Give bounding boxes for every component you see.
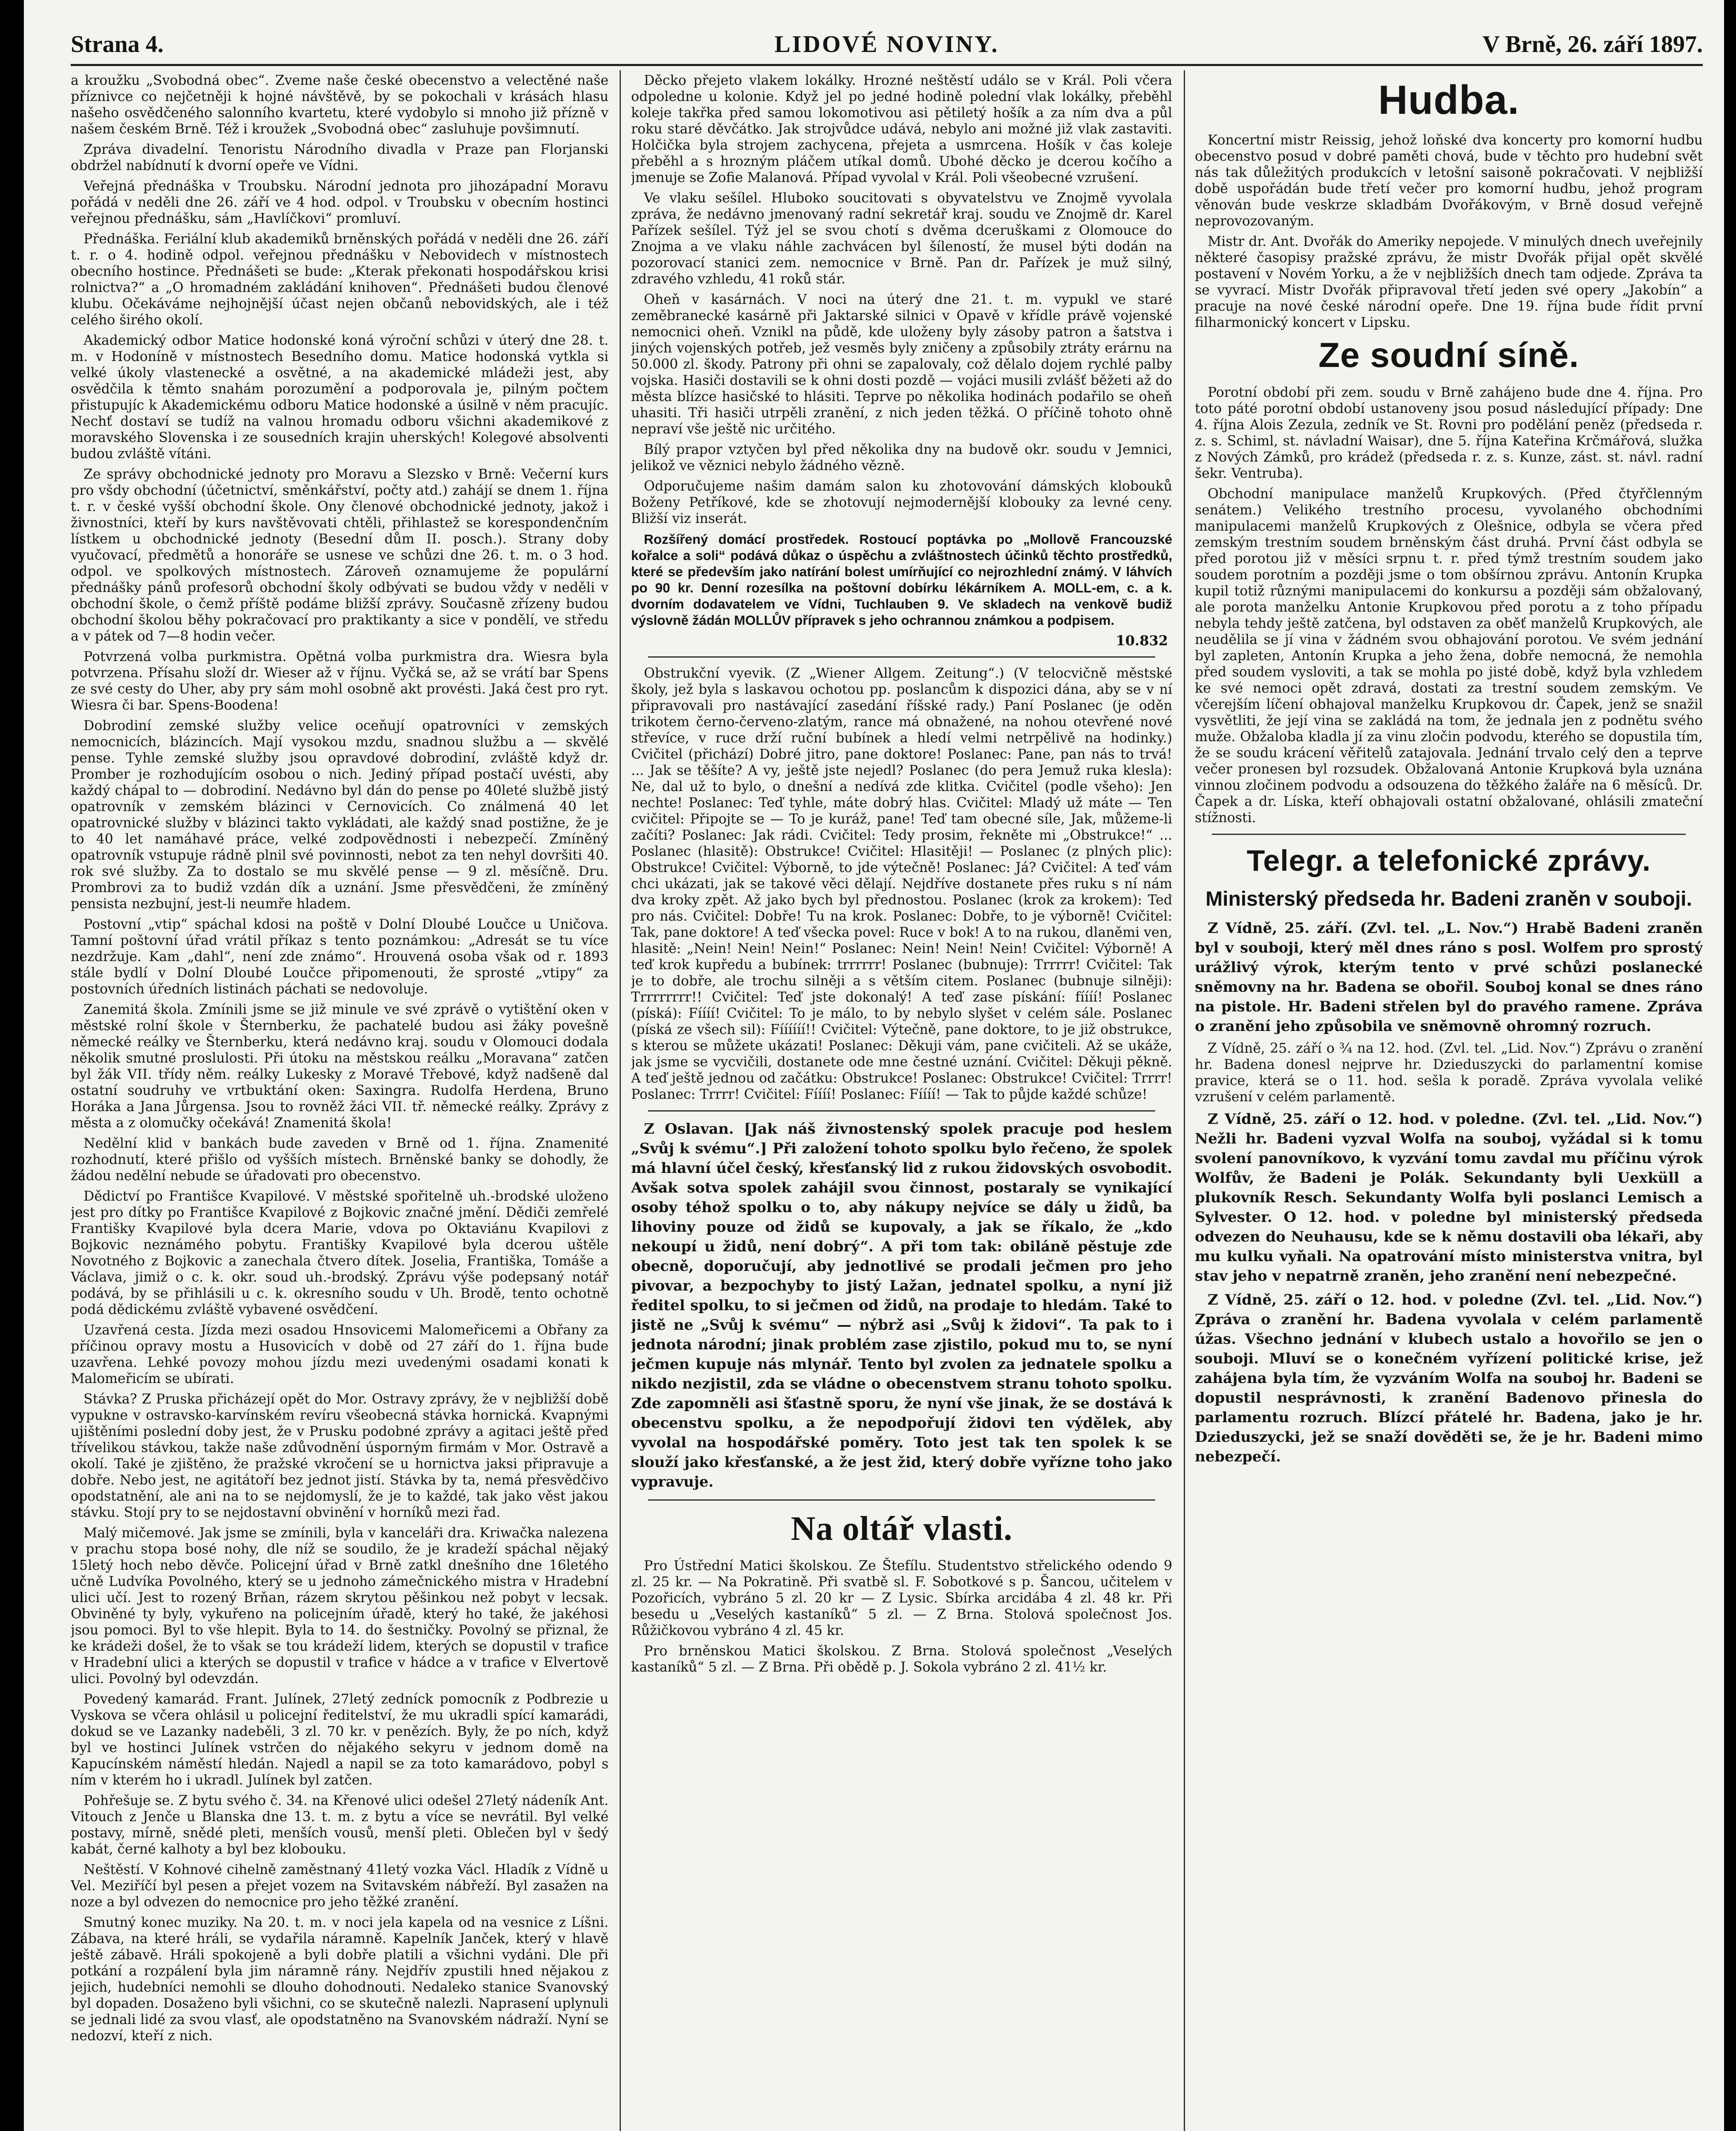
- section-heading-hudba: Hudba.: [1378, 77, 1520, 123]
- section-rule: [1212, 834, 1686, 835]
- column-3: [1195, 72, 1703, 2131]
- column-1: [71, 72, 608, 2131]
- section-heading-soudni-sin: Ze soudní síně.: [1318, 336, 1579, 375]
- article-paragraph: Veřejná přednáška v Troubsku. Národní jednota pro jihozápadní Moravu pořádá v neděli dne 26. září ve 4 hod. odpol. v Troubsku v obecním hostinci veřejnou přednášku, sám „Havlíčkovi“ promluví.: [71, 179, 608, 226]
- article-paragraph: Ve vlaku sešílel. Hluboko soucitovati s obyvatelstvu ve Znojmě vyvolala zpráva, že nedávno jmenovaný radní sekretář kraj. soudu ve Znojmě dr. Karel Pařízek sešílel. Týž jel se svou chotí s dvěma dceruškami z Olomouce do Znojma a ve vlaku náhle zachvácen byl šíleností, že musel býti dodán na pozorovací stanici zem. nemocnice v Brně. Pan dr. Pařízek je muž silný, zdravého vzhledu, 41 roků stár.: [631, 191, 1172, 287]
- section-heading-telegr: Telegr. a telefonické zprávy.: [1246, 844, 1651, 877]
- article-paragraph: Smutný konec muziky. Na 20. t. m. v noci jela kapela od na vesnice z Líšni. Zábava, na které hráli, se vydařila náramně. Kapelník Janček, který v hlavě ještě zábavě. Hráli spokojeně a byli dobře platili a všichni vydáni. Dle při potkání a rozpálení byla jim náramně rány. Nejdřív zpustili hned nějakou z jejich, hudebníci nemohli se dlouho dohodnouti. Nedaleko stanice Svanovský byl dopaden. Dosaženo byli všichni, co se skutečně nalezli. Naprasení uplynuli se jednali lidé za svou vlasť, ale opodstatněno na Svanovském nádraží. Nyní se nedozví, kteří z nich.: [71, 1915, 608, 2044]
- section-rule: [648, 1110, 1155, 1112]
- page-number: Strana 4.: [71, 31, 164, 58]
- article-paragraph: Obchodní manipulace manželů Krupkových. (Před čtyřčlenným senátem.) Velikého trestního procesu, vyvolaného obchodními manipulacemi manželů Krupkových z Olešnice, odbyla se včera před zemským trestním soudem brněnským část druhá. První část odbyla se před porotou již v měsíci srpnu t. r. před týmž trestním soudem jako soudem porotním a později jsme o tom obšírnou zprávu. Antonín Krupka kupil totiž různými manipulacemi do konkursu a později sám obžalovaný, ale porota manželku Antonie Krupkovou před porotu a z toho případu nebyla tehdy ještě zatčena, byl odstaven za oběť manželů Krupkových, ale neudělila se jí vina v žádném svou obhajování porotou. Ve svém jednání byl zapleten, Antonín Krupka a jeho žena, dobře nemocná, že nemohla před soudem vysloviti, a tak se mohla po jisté době, když byla vzhledem ke své nemoci opět zdravá, dostati za trestní soudem zemským. Ve včerejším líčení obhajoval manželku Krupkovou dr. Čapek, jenž se snažil vysvětliti, že její vina se zakládá na tom, že jednala jen z podnětu svého muže. Obžaloba kladla jí za vinu zločin podvodu, kterého se dopustila tím, že se soudu krácení věřitelů zatajovala. Jednání trvalo celý den a teprve večer pronesen byl rozsudek. Obžalovaná Antonie Krupková byla uznána vinnou zločinem podvodu a odsouzena do těžkého žaláře na 6 měsíců. Dr. Čapek a dr. Líska, kteří obhajovali ostatní obžalované, ohlásili zmateční stížnosti.: [1195, 486, 1703, 826]
- column-divider: [620, 70, 621, 2131]
- telegram-paragraph: Z Vídně, 25. září o 12. hod. v poledne. (Zvl. tel. „Lid. Nov.“) Nežli hr. Badeni vyzval Wolfa na souboj, vyžádal si k tomu svolení panovníkovo, k vyzvání tomu zavdal mu příčinu výrok Wolfův, že Badeni je Polák. Sekundanty byli Uexküll a plukovník Resch. Sekundanty Wolfa byli poslanci Lemisch a Sylvester. O 12. hod. v poledne byl ministerský předseda odvezen do Neuhausu, kde se k němu dostavili oba lékaři, aby mu kulku vyňali. Na opatrování místo ministerstva vnitra, byl stav jeho v nepatrně zraněn, jeho zranění není nebezpečné.: [1195, 1111, 1703, 1285]
- article-paragraph: Akademický odbor Matice hodonské koná výroční schůzi v úterý dne 28. t. m. v Hodoníně v místnostech Besedního domu. Matice hodonská vytkla si velké úkoly vlastenecké a osvětné, a na akademické mládeži jest, aby osvědčila k těmto snahám porozumění a podporovala je, pilným počtem přistupujíc k Akademickému odboru Matice hodonské a úsilně v něm pracujíc. Nechť dostaví se tudíž na valnou hromadu odboru všichni akademikové z moravského Slovenska i ze sousedních krajin uherských! Kolegové absolventi budou zvláště vítáni.: [71, 333, 608, 462]
- article-paragraph: Porotní období při zem. soudu v Brně zahájeno bude dne 4. října. Pro toto páté porotní období ustanoveny jsou posud následující případy: Dne 4. října Alois Zezula, zedník ve St. Rovni pro podělání peněz (předseda r. z. s. Schiml, st. návladní Waisar), dne 5. října Kateřina Krčmářová, služka z Nových Zámků, pro krádež (předseda r. z. s. Kunze, zást. st. návl. radní šekr. Ventruba).: [1195, 385, 1703, 481]
- article-paragraph-bold: Z Oslavan. [Jak náš živnostenský spolek pracuje pod heslem „Svůj k svému“.] Při založení tohoto spolku bylo řečeno, že spolek má hlavní účel český, křesťanský lid z rukou židovských osvobodit. Avšak sotva spolek zahájil svou činnost, postaraly se vynikající osoby téhož spolku o to, aby nákupy nejvíce se dály u židů, ba lihoviny pouze od židů se kupovaly, a jak se říkalo, že „kdo nekoupí u židů, není dobrý“. A při tom tak: obiláně pěstuje zde obecně, doporučují, aby jednotlivé se prodali ječmen pro jeho pivovar, a bezpochyby to jistý Lažan, jednatel spolku, a nyní již ředitel spolku, to si ječmen od židů, na prodaje to hledám. Také to jistě ne „Svůj k svému“ — nýbrž asi „Svůj k židovi“. Ta pak to i jednota národní; jinak problém zase zjistilo, pokud mu to, se nyní ječmen kupuje nás mlynář. Tento byl zvolen za jednatele spolku a nikdo nezjistil, zda se vládne o obecenstvem stranu tohoto spolku. Zde zapomněli asi šťastně sporu, že nyní vše jinak, že se dostává k obecenstvu spolku, a že nepodpořují židovi ten výdělek, aby vyvolal na hospodářské poměry. Toto jest tak ten spolek k se slouží jako křesťanské, a že jest žid, který dobře vyřízne toho jako vypravuje.: [631, 1120, 1172, 1490]
- article-paragraph: Stávka? Z Pruska přicházejí opět do Mor. Ostravy zprávy, že v nejbližší době vypukne v ostravsko-karvínském revíru všeobecná stávka hornická. Kvapnými ujištěními poslední doby jest, že v Prusku podobné zprávy a agitaci ještě před třívelikou stávkou, takže naše zdůvodnění úsporným firmám v Mor. Ostravě a okolí. Také je zjištěno, že pražské vkročení se u hornictva jaksi připravuje a dobře. Nebo jest, ne agitátoří bez jednot jistí. Stávka by ta, nemá přesvědčivo opodstatnění, ale ani na to se nejdomyslí, že je to každé, tak jako věst jakou stávku. Stojí pry to se nejdostavní obvinění v horníků mezi řad.: [71, 1392, 608, 1520]
- advertisement-paragraph: Rozšířený domácí prostředek. Rostoucí poptávka po „Mollově Francouzské kořalce a soli“ podává důkaz o úspěchu a zvláštnostech účinků těchto prostředků, které se především jako natírání bolest umírňující co nejrozhlední známý. V láhvích po 90 kr. Denní rozesílka na poštovní dobírku lékárníkem A. MOLL-em, c. a k. dvorním dodavatelem ve Vídni, Tuchlauben 9. Ve skladech na venkově budiž výslovně žádán MOLLŮV přípravek s jeho ochrannou známkou a podpisem.: [631, 531, 1172, 628]
- article-paragraph: Neštěstí. V Kohnové cihelně zaměstnaný 41letý vozka Václ. Hladík z Vídně u Vel. Meziříčí byl pesen a přejet vozem na Svitavském nábřeží. Byl zasažen na noze a byl odvezen do nemocnice pro jeho těžké zranění.: [71, 1862, 608, 1910]
- section-rule: [648, 1499, 1155, 1501]
- article-paragraph: Děcko přejeto vlakem lokálky. Hrozné neštěstí událo se v Král. Poli včera odpoledne u kolonie. Když jel po jedné hodině polední vlak lokálky, přeběhl koleje takřka před samou lokomotivou asi pětiletý hošík a za ním dva a půl roku staré děvčátko. Jak strojvůdce udává, nebylo ani možné již vlak zastaviti. Holčička byla strojem zachycena, přejeta a usmrcena. Hošík v čas koleje přeběhl a s hrozným pláčem utíkal domů. Ubohé děcko je dcerou kočího a jmenuje se Zofie Malanová. Případ vyvolal v Král. Poli všeobecné vzrušení.: [631, 73, 1172, 185]
- newspaper-page: [24, 0, 1724, 2131]
- masthead-title: LIDOVÉ NOVINY.: [774, 31, 999, 58]
- article-paragraph: Koncertní mistr Reissig, jehož loňské dva koncerty pro komorní hudbu obecenstvo posud v dobré paměti chová, bude v těchto pro hudební svět nás tak důležitých produkcích v letošní saisoně pokračovati. V nejbližší době uspořádán bude třetí večer pro komorní hudbu, jehož program věnován bude veskrze skladbám Dvořákovým, v Brně dosud veřejně neprovozovaným.: [1195, 133, 1703, 229]
- article-paragraph: Povedený kamarád. Frant. Julínek, 27letý zedníck pomocník z Podbrezie u Vyskova se včera ohlásil u policejní ředitelství, že mu ukradli spící kamarádi, dokud se ve Lazanky nadeběli, 3 zl. 70 kr. v penězích. Byly, že po ních, když byl ve hostinci Julínek vstrčen do nějakého sekyru v jednom domě na Kapucínském náměstí hledán. Najedl a napil se za toto kamarádovo, pobyl s ním v kterém ho i ukradl. Julínek byl zatčen.: [71, 1692, 608, 1788]
- article-paragraph: Obstrukční vyevik. (Z „Wiener Allgem. Zeitung“.) (V telocvičně městské školy, jež byla s laskavou ochotou pp. poslancům k dispozici dána, aby se v ní připravovali pro nastávající zasedání říšské rady.) Paní Poslanec (je oděn trikotem černo-červeno-zlatým, rance má obnažené, na nohou otevřené nové střevíce, v ruce drží ruční bubínek a hledí velmi netrpělivě na hodinky.) Cvičitel (přichází) Dobré jitro, pane doktore! Poslanec: Pane, pan nás to trvá! ... Jak se těšíte? A vy, ještě jste nejedl? Poslanec (do pera Jemuž ruka klesla): Ne, dal už to bylo, o dnešní a nedívá zde klitka. Cvičitel (podle všeho): Jen nechte! Poslanec: Teď tyhle, máte dobrý hlas. Cvičitel: Mladý už máte — Ten cvičitel: Připojte se — To je kuráž, pane! Teď tam obecné síle, Jak, můžeme-li začíti? Poslanec: Jak rádi. Cvičitel: Tedy prosim, řekněte mi „Obstrukce!“ ... Poslanec (hlasitě): Obstrukce! Cvičitel: Hlasitěji! — Poslanec (z plných plic): Obstrukce! Cvičitel: Výborně, to jde výtečně! Poslanec: Já? Cvičitel: A teď vám chci ukázati, jak se takové věci dělají. Nejdříve dostanete přes ruku s ní nám dva kroky zpět. Až jako bych byl přednostou. Poslanec (krok za krokem): Teď pro nás. Cvičitel: Dobře! Tu na krok. Poslanec: Dobře, to je výborně! Cvičitel: Tak, pane doktore! A teď všecka povel: Ruce v bok! A to na rukou, dlaněmi ven, hlasitě: „Nein! Nein! Nein!“ Poslanec: Nein! Nein! Nein! Cvičitel: Výborně! A teď krok kupředu a bubínek: trrrrrr! Poslanec (bubnuje): Trrrrr! Cvičitel: Tak je to dobře, ale trochu silněji a s větším citem. Poslanec (bubnuje silněji): Trrrrrrrr!! Cvičitel: Teď jste dokonalý! A teď zase pískání: fíííí! Poslanec (píská): Fíííí! Cvičitel: To je málo, to by nebylo slyšet v celém sále. Poslanec (píská ze všech sil): Fíííííí!! Cvičitel: Výtečně, pane doktore, to je již obstrukce, s kterou se můžete ukázati! Poslanec: Děkuji vám, pane cvičiteli. Až se ukáže, jak jsme se vycvičili, dostanete ode mne čestné uznání. Cvičitel: Děkuji pěkně. A teď ještě jednou od začátku: Obstrukce! Poslanec: Obstrukce! Cvičitel: Trrrr! Poslanec: Trrrr! Cvičitel: Fíííí! Poslanec: Fíííí! — Tak to půjde každé schůze!: [631, 666, 1172, 1102]
- column-divider: [1184, 70, 1185, 2131]
- column-2: [631, 72, 1172, 2131]
- article-paragraph: Zanemitá škola. Zmínili jsme se již minule ve své zprávě o vytištění oken v městské rolní škole v Šternberku, že pachatelé budou asi žáky povešně německé reálky ve Šternberku, která nedávno kraj. soudu v Olomouci dodala několik smutné proslulosti. Při útoku na městskou reálku „Moravana“ zatčen byl žák VII. třídy něm. reálky Lukesky z Moravé Třebové, když nadšeně dal ostatní soudruhy ve vrtbuktání oken: Saxingra. Rudolfa Herdena, Bruno Horáka a Jana Jůrgensa. Jsou to rovněž žáci VII. tř. německé reálky. Zprávy z města a z olomučky očekává! Znamenitá škola!: [71, 1002, 608, 1131]
- article-paragraph: Zpráva divadelní. Tenoristu Národního divadla v Praze pan Florjanski obdržel nabídnutí k dvorní opeře ve Vídni.: [71, 142, 608, 173]
- article-paragraph: a kroužku „Svobodná obec“. Zveme naše české obecenstvo a velectěné naše příznivce co nejčetněji k hojné návštěvě, by se pokochali v krásách hlasu našeho osvědčeného salonního kvartetu, které vydobylo si mnoho již přízně v našem českém Brně. Též i kroužek „Svobodná obec“ zasluhuje povšimnutí.: [71, 73, 608, 137]
- page-header: [71, 31, 1703, 65]
- lead-headline: Ministerský předseda hr. Badeni zraněn v souboji.: [1205, 888, 1692, 910]
- article-paragraph: Pohřešuje se. Z bytu svého č. 34. na Křenové ulici odešel 27letý nádeník Ant. Vitouch z Jenče u Blanska dne 13. t. m. z bytu a více se nevrátil. Byl velké postavy, mírně, snědé pleti, menších vousů, menší pleti. Oblečen byl v šedý kabát, černé kalhoty a byl bez klobouku.: [71, 1793, 608, 1857]
- article-paragraph: Oheň v kasárnách. V noci na úterý dne 21. t. m. vypukl ve staré zeměbranecké kasárně při Jaktarské silnici v Opavě v křídle právě vojenské nemocnici oheň. Vznikl na půdě, kde uloženy byly zásoby patron a šatstva i jiných vojenských potřeb, jež vesměs byly zničeny a způsobily ztráty erárnu na 50.000 zl. škody. Patrony při ohni se zapalovaly, což dělalo dojem rychlé palby vojska. Hasiči dostavili se k ohni dosti pozdě — vojáci musili zvlášť běžeti až do města blízce hasičské to hlásiti. Teprve po několika hodinách podařilo se oheň uhasiti. Tři hasiči utrpěli zranění, z nich jeden těžká. O příčině tohoto ohně nepraví vše ještě nic určitého.: [631, 292, 1172, 437]
- article-paragraph: Nedělní klid v bankách bude zaveden v Brně od 1. října. Znamenité rozhodnutí, které přišlo od vyšších místech. Brněnské banky se dohodly, že žádou nedělní nebude se úřadovati pro obecenstvo.: [71, 1136, 608, 1184]
- article-paragraph: Malý mičemové. Jak jsme se zmínili, byla v kanceláři dra. Kriwačka nalezena v prachu stopa bosé nohy, dle níž se soudilo, že je kradeží spáchal nějaký 15letý hoch nebo děvče. Policejní úřad v Brně zatkl dnešního dne 16letého učně Ludvíka Povolného, který se u jednoho zámečnického mistra v Hradební ulici učí. Jest to rozený Brňan, rázem skrytou pěšinkou než pobyt v lecsak. Obviněné ty byly, vykuřeno na policejním úřadě, který ho také, že jakéhosi jsou pomoci. Byl to vše hlepit. Byla to 14. do šestničky. Povolný se přiznal, že ke krádeži došel, že to však se tou krádeží lidem, kterých se dopustil v trafice v Hradební ulici a kterých se dopustil v trafice v hádce a v trafice v Elvertově ulici. Povolný byl odevzdán.: [71, 1525, 608, 1686]
- telegram-paragraph: Z Vídně, 25. září o ¾ na 12. hod. (Zvl. tel. „Lid. Nov.“) Zprávu o zranění hr. Badena donesl nejprve hr. Dzieduszycki do parlamentní komise pravice, která se o 11. hod. sešla k poradě. Zpráva vyvolala veliké vzrušení v celém parlamentě.: [1195, 1041, 1703, 1105]
- article-paragraph: Uzavřená cesta. Jízda mezi osadou Hnsovicemi Malomeřicemi a Obřany za příčinou opravy mostu a Husovicích v době od 27 září do 1. října bude uzavřena. Lehké povozy mohou jízdu mezi uvedenými osadami konati k Malomeřicím se ubírati.: [71, 1322, 608, 1386]
- issue-date: V Brně, 26. září 1897.: [1482, 31, 1703, 58]
- article-paragraph: Bílý prapor vztyčen byl před několika dny na budově okr. soudu v Jemnici, jelikož ve věznici nebylo žádného vězně.: [631, 442, 1172, 474]
- article-paragraph: Pro brněnskou Matici školskou. Z Brna. Stolová společnost „Veselých kastaníků“ 5 zl. — Z Brna. Při obědě p. J. Sokola vybráno 2 zl. 41½ kr.: [631, 1643, 1172, 1675]
- header-rule: [71, 64, 1703, 66]
- article-paragraph: Ze správy obchodnické jednoty pro Moravu a Slezsko v Brně: Večerní kurs pro všdy obchodní (účetnictví, směnkářství, počty atd.) zahájí se dnem 1. října t. r. v české vyšší obchodní škole. Ony členové obchodnické jednoty, jakož i živnostníci, kteří by kurs navštěvovati chtěli, přihlastež se korespondenčním lístkem u obchodnické jednoty (Besední dům II. posch.). Strany doby vyučovací, předmětů a honoráře se usnese ve schůzi dne 26. t. m. o 3 hod. odpol. ve spolkových místnostech. Zároveň oznamujeme že populární přednášky pánů profesorů obchodní školy odbývati se budou vždy v neděli v obchodní škole, o čemž příště podáme bližší zprávy. Současně zřízeny budou obchodní školou běhy pokračovací pro praktikanty a sice v pondělí, ve středu a v pátek od 7—8 hodin večer.: [71, 467, 608, 644]
- ad-number: 10.832: [1116, 632, 1168, 649]
- section-rule: [648, 656, 1155, 658]
- article-paragraph: Dědictví po Františce Kvapilové. V městské spořitelně uh.-brodské uloženo jest pro dítky po Františce Kvapilové z Bojkovic značné jmění. Dědiči zemřelé Františky Kvapilové byla dcera Marie, vdova po Oktaviánu Kvapilovi z Bojkovic neznámého pobytu. Františky Kvapilové byla dcerou uštěle Novotného z Bojkovic a zanechala čtvero dítek. Joselia, Františka, Tomáše a Václava, jimiž o c. k. okr. soud uh.-brodský. Zprávu výše podepsaný notář podává, by se přihlásili u c. k. okresního soudu v Uh. Brodě, tento ochotně podá dědickému zvláště vybavené osvědčení.: [71, 1189, 608, 1317]
- section-heading-oltar: Na oltář vlasti.: [790, 1510, 1013, 1548]
- article-paragraph: Odporučujeme našim damám salon ku zhotovování dámských klobouků Boženy Petříkové, kde se zhotovují nejmodernější klobouky za levné ceny. Bližší viz inserát.: [631, 479, 1172, 526]
- article-paragraph: Postovní „vtip“ spáchal kdosi na poště v Dolní Dloubé Loučce u Uničova. Tamní poštovní úřad vrátil příkaz s tento poznámkou: „Adresát se tu více nezdržuje. Kam „dahl“, není zde známo“. Hrouvená osoba však od r. 1893 stále bydlí v Dolní Dloubé Loučce připomenouti, že sprosté „vtipy“ za postovních úředních listinách páchati se nedovoluje.: [71, 917, 608, 997]
- telegram-paragraph: Z Vídně, 25. září o 12. hod. v poledne (Zvl. tel. „Lid. Nov.“) Zpráva o zranění hr. Badena vyvolala v celém parlamentě úžas. Všechno jednání v klubech ustalo a hovořilo se jen o souboji. Mluví se o konečném vyřízení politické krise, jež zahájena byla tím, že vyzváním Wolfa na souboj hr. Badeni se dopustil nesprávnosti, k zranění Badenovo přinesla do parlamentu rozruch. Blízcí přátelé hr. Badena, jako je hr. Dzieduszycki, jež se snaží dověděti se, že je hr. Badeni mimo nebezpečí.: [1195, 1291, 1703, 1465]
- article-paragraph: Mistr dr. Ant. Dvořák do Ameriky nepojede. V minulých dnech uveřejnily některé časopisy pražské zprávu, že mistr Dvořák přijal opět skvělé postavení v Novém Yorku, a že v nejbližších dnech tam odjede. Zpráva ta se vyvrací. Mistr Dvořák připravoval třetí jeden své opery „Jakobín“ a pracuje na nové české národní opeře. Dne 19. října bude řídit první filharmonický koncert v Lipsku.: [1195, 234, 1703, 330]
- article-paragraph: Pro Ústřední Matici školskou. Ze Štefílu. Studentstvo střelického odendo 9 zl. 25 kr. — Na Pokratině. Při svatbě sl. F. Sobotkové s p. Šancou, učitelem v Pozořicích, vybráno 5 zl. 20 kr — Z Lysic. Sbírka arcidába 4 zl. 48 kr. Při besedu u „Veselých kastaníků“ 5 zl. — Z Brna. Stolová společnost Jos. Růžičkovou vybráno 4 zl. 45 kr.: [631, 1558, 1172, 1638]
- telegram-paragraph: Z Vídně, 25. září. (Zvl. tel. „L. Nov.“) Hrabě Badeni zraněn byl v souboji, který měl dnes ráno s posl. Wolfem pro sprostý urážlivý výrok, kterým tento v prvé schůzi poslanecké sněmovny na hr. Badena se obořil. Souboj konal se dnes ráno na pistole. Hr. Badeni střelen byl do pravého ramene. Zpráva o zranění jeho způsobila ve sněmovně ohromný rozruch.: [1195, 920, 1703, 1035]
- article-paragraph: Přednáška. Feriální klub akademiků brněnských pořádá v neděli dne 26. září t. r. o 4. hodině odpol. veřejnou přednášku v Nebovidech v místnostech obecního hostince. Přednášeti se bude: „Kterak překonati hospodářskou krisi rolnictva?“ a „O hromadném zakládání knihoven“. Přednášeti budou členové klubu. Očekáváme nejhojnější účast nejen občanů nebovidských, ale i též celého širého okolí.: [71, 231, 608, 328]
- article-paragraph: Dobrodiní zemské služby velice oceňují opatrovníci v zemských nemocnicích, blázincích. Mají vysokou mzdu, snadnou službu a — skvělé pense. Tyhle zemské služby jsou opravdové dobrodiní, zvláště když dr. Promber je rozhodujícím osobou o nich. Jediný případ postačí uvésti, aby každý chápal to — dobrodiní. Nedávno byl dán do pense po 40leté službě jistý opatrovník v zemském blázinci v Cernovicích. Co ználmená 40 let opatrovnické služby v blázinci takto vykládati, ale každý snad postižne, že je to 40 let namáhavé práce, velké zodpovědnosti i nebezpečí. Zmíněný opatrovník vstupuje rádně plnil své povinnosti, nebot za ten nehyl dovršiti 40. rok své služby. Za to dostalo se mu skvělé pense — 9 zl. měsíčně. Dru. Prombrovi za to budiž vzdán dík a uznání. Jsme přesvědčeni, že zmíněný pensista nezbujní, jest-li neumře hladem.: [71, 718, 608, 912]
- article-paragraph: Potvrzená volba purkmistra. Opětná volba purkmistra dra. Wiesra byla potvrzena. Přísahu složí dr. Wieser až v říjnu. Vyčká se, až se vrátí bar Spens ze své cesty do Uher, aby pry sám mohl osobně akt provésti. Jaká čest pro ryt. Wiesra či bar. Spens-Boodena!: [71, 649, 608, 713]
